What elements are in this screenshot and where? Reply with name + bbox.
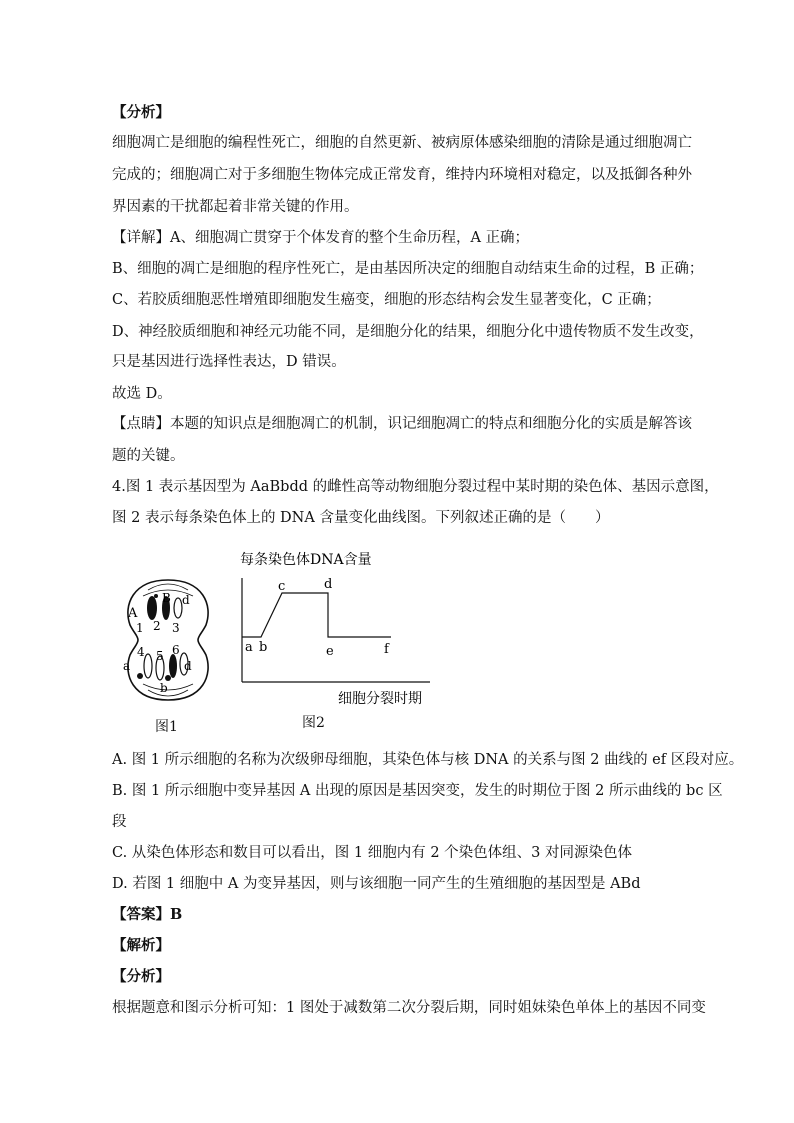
text-line: 题的关键。	[112, 448, 185, 464]
text-line: 完成的；细胞凋亡对于多细胞生物体完成正常发育，维持内环境相对稳定，以及抵御各种外	[112, 167, 692, 183]
fig1-label: a	[123, 659, 131, 673]
text-line: 只是基因进行选择性表达，D 错误。	[112, 354, 346, 370]
text-line: 故选 D。	[112, 386, 172, 402]
fig2-xlabel: 细胞分裂时期	[338, 691, 422, 707]
fig1-label: B	[162, 591, 171, 605]
fig2-point-c: c	[278, 579, 286, 594]
text-line: C、若胶质细胞恶性增殖即细胞发生癌变，细胞的形态结构会发生显著变化，C 正确；	[112, 292, 661, 308]
option-a: A. 图 1 所示细胞的名称为次级卵母细胞，其染色体与核 DNA 的关系与图 2 曲线的 ef 区段对应。	[112, 752, 744, 768]
fig1-label: 1	[136, 621, 144, 635]
text-line: 细胞凋亡是细胞的编程性死亡，细胞的自然更新、被病原体感染细胞的清除是通过细胞凋亡	[112, 135, 692, 151]
fig2-point-e: e	[326, 644, 334, 659]
figure1-cell-diagram	[118, 570, 218, 710]
fig2-point-f: f	[384, 642, 389, 657]
text-line: 【详解】A、细胞凋亡贯穿于个体发育的整个生命历程，A 正确；	[112, 230, 530, 246]
fig2-point-d: d	[324, 577, 333, 592]
text-line: 根据题意和图示分析可知：1 图处于减数第二次分裂后期，同时姐妹染色单体上的基因不同变	[112, 1000, 706, 1016]
question-stem: 4.图 1 表示基因型为 AaBbdd 的雌性高等动物细胞分裂过程中某时期的染色体、基因示意图，	[112, 479, 719, 495]
text-line: 【点睛】本题的知识点是细胞凋亡的机制，识记细胞凋亡的特点和细胞分化的实质是解答该	[112, 416, 692, 432]
fig1-label: d	[184, 659, 192, 673]
option-c: C. 从染色体形态和数目可以看出，图 1 细胞内有 2 个染色体组、3 对同源染色体	[112, 845, 633, 861]
fig1-label: A	[128, 606, 138, 621]
fig1-label: 6	[172, 643, 180, 657]
fig2-point-a: a	[245, 640, 253, 655]
fig1-label: 2	[153, 619, 161, 633]
fig2-ylabel: 每条染色体DNA含量	[240, 552, 372, 568]
fig1-label: b	[160, 681, 168, 695]
section-heading-analysis: 【分析】	[112, 104, 170, 121]
figure1-caption: 图1	[155, 719, 178, 735]
option-b: B. 图 1 所示细胞中变异基因 A 出现的原因是基因突变，发生的时期位于图 2 所示曲线的 bc 区	[112, 783, 723, 799]
figure2-caption: 图2	[302, 715, 325, 731]
answer-heading: 【答案】B	[112, 906, 183, 923]
figure2-dna-curve	[236, 548, 436, 708]
fig2-point-b: b	[259, 640, 268, 655]
text-line: D、神经胶质细胞和神经元功能不同，是细胞分化的结果，细胞分化中遗传物质不发生改变，	[112, 324, 704, 340]
explanation-heading: 【解析】	[112, 937, 170, 954]
analysis-heading: 【分析】	[112, 968, 170, 985]
option-d: D. 若图 1 细胞中 A 为变异基因，则与该细胞一同产生的生殖细胞的基因型是 ABd	[112, 876, 641, 892]
fig1-label: d	[182, 593, 190, 607]
fig1-label: 4	[137, 645, 145, 659]
fig1-label: 5	[156, 649, 164, 663]
option-b-cont: 段	[112, 814, 127, 830]
question-stem: 图 2 表示每条染色体上的 DNA 含量变化曲线图。下列叙述正确的是（ ）	[112, 510, 610, 526]
fig1-label: 3	[172, 621, 180, 635]
text-line: 界因素的干扰都起着非常关键的作用。	[112, 199, 359, 215]
text-line: B、细胞的凋亡是细胞的程序性死亡，是由基因所决定的细胞自动结束生命的过程，B 正确；	[112, 261, 704, 277]
